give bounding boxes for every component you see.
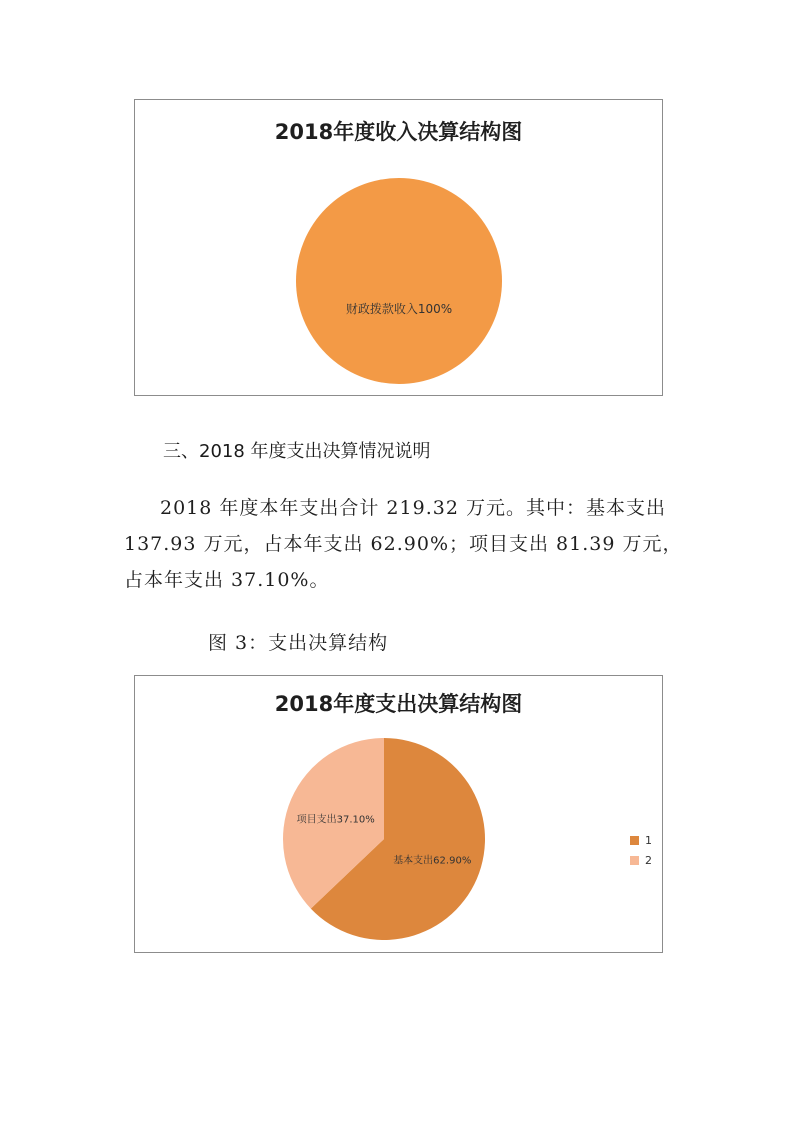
income-chart-title: 2018年度收入决算结构图 — [274, 120, 523, 144]
expense-chart-title: 2018年度支出决算结构图 — [274, 692, 523, 716]
income-pie-svg — [135, 100, 664, 397]
legend-label-2: 2 — [645, 853, 652, 867]
expense-chart — [134, 675, 663, 953]
expense-summary-paragraph: 2018 年度本年支出合计 219.32 万元。其中：基本支出 137.93 万元，占本年支出 62.90%；项目支出 81.39 万元，占本年支出 37.10%。 — [124, 497, 683, 591]
pie-slice-label-1: 财政拨款收入100% — [345, 302, 453, 316]
pie-slice-label-1: 基本支出62.90% — [393, 855, 472, 867]
legend-swatch-2 — [630, 856, 639, 865]
legend-item — [630, 850, 652, 870]
section-heading: 三、2018 年度支出决算情况说明 — [163, 441, 431, 462]
legend-swatch-1 — [630, 836, 639, 845]
figure-caption: 图 3：支出决算结构 — [208, 632, 389, 654]
expense-legend — [630, 830, 652, 870]
pie-slice-label-2: 项目支出37.10% — [296, 814, 375, 826]
expense-pie-svg — [135, 676, 664, 954]
income-chart — [134, 99, 663, 396]
legend-label-1: 1 — [645, 833, 652, 847]
pie-slice-1 — [296, 178, 502, 384]
legend-item — [630, 830, 652, 850]
